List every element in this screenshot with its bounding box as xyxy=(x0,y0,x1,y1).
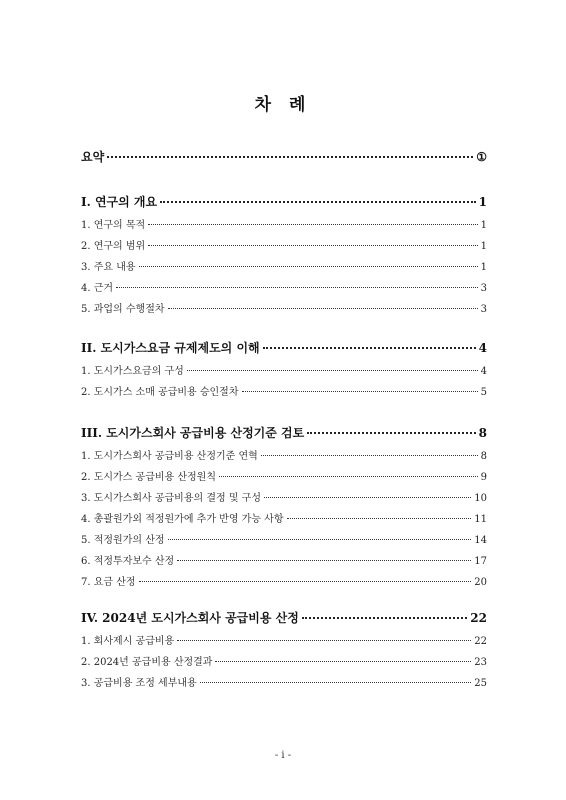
toc-item[interactable] xyxy=(81,383,487,398)
toc-item[interactable] xyxy=(81,362,487,377)
toc-section-label: II. 도시가스요금 규제제도의 이해 xyxy=(81,341,260,355)
toc-item-label: 5. 과업의 수행절차 xyxy=(81,304,165,315)
toc-item[interactable] xyxy=(81,468,487,483)
dot-leader xyxy=(263,347,476,349)
toc-entry-summary[interactable] xyxy=(81,148,487,165)
dot-leader xyxy=(139,581,472,582)
toc-item-page: 4 xyxy=(480,366,487,377)
dot-leader xyxy=(287,518,472,519)
toc-item-page: 1 xyxy=(480,262,487,273)
toc-item[interactable] xyxy=(81,653,487,668)
toc-item-label: 3. 주요 내용 xyxy=(81,262,136,273)
toc-section-4[interactable] xyxy=(81,609,487,626)
page-number: - i - xyxy=(274,750,292,761)
dot-leader xyxy=(187,370,478,371)
toc-item[interactable] xyxy=(81,300,487,315)
toc-item[interactable] xyxy=(81,552,487,567)
toc-item-label: 1. 도시가스회사 공급비용 산정기준 연혁 xyxy=(81,451,258,462)
toc-item-label: 2. 2024년 공급비용 산정결과 xyxy=(81,657,213,668)
toc-item-page: 1 xyxy=(480,241,487,252)
toc-section-3[interactable] xyxy=(81,424,487,441)
dot-leader xyxy=(177,560,471,561)
toc-item-label: 1. 연구의 목적 xyxy=(81,220,146,231)
toc-item[interactable] xyxy=(81,510,487,525)
toc-item[interactable] xyxy=(81,632,487,647)
toc-section-label: III. 도시가스회사 공급비용 산정기준 검토 xyxy=(81,426,305,440)
toc-section-label: I. 연구의 개요 xyxy=(81,195,158,209)
toc-item-page: 20 xyxy=(474,577,487,588)
dot-leader xyxy=(177,640,471,641)
toc-item-label: 1. 회사제시 공급비용 xyxy=(81,636,175,647)
toc-item[interactable] xyxy=(81,489,487,504)
toc-item-label: 4. 총괄원가외 적정원가에 추가 반영 가능 사항 xyxy=(81,514,284,525)
dot-leader xyxy=(148,224,477,225)
toc-item-label: 2. 도시가스 공급비용 산정원칙 xyxy=(81,472,216,483)
toc-item[interactable] xyxy=(81,258,487,273)
toc-section-page: 4 xyxy=(478,341,487,355)
dot-leader xyxy=(215,661,471,662)
dot-leader xyxy=(168,539,472,540)
toc-item[interactable] xyxy=(81,674,487,689)
toc-entry-page: ① xyxy=(476,150,487,164)
toc-item-page: 14 xyxy=(474,535,487,546)
toc-section-1[interactable] xyxy=(81,193,487,210)
toc-item-page: 8 xyxy=(480,451,487,462)
dot-leader xyxy=(219,476,478,477)
toc-item[interactable] xyxy=(81,279,487,294)
toc-section-2[interactable] xyxy=(81,339,487,356)
toc-item-label: 4. 근거 xyxy=(81,283,114,294)
dot-leader xyxy=(302,617,467,619)
toc-item-page: 22 xyxy=(474,636,487,647)
toc-item-page: 5 xyxy=(480,387,487,398)
toc-section-page: 1 xyxy=(478,195,487,209)
toc-item[interactable] xyxy=(81,573,487,588)
dot-leader xyxy=(160,201,476,203)
dot-leader xyxy=(168,308,478,309)
toc-item-page: 11 xyxy=(474,514,487,525)
toc-item-label: 6. 적정투자보수 산정 xyxy=(81,556,175,567)
dot-leader xyxy=(148,245,477,246)
toc-entry-label: 요약 xyxy=(81,150,105,164)
dot-leader xyxy=(200,682,472,683)
dot-leader xyxy=(261,455,478,456)
toc-item-label: 2. 연구의 범위 xyxy=(81,241,146,252)
toc-item[interactable] xyxy=(81,237,487,252)
toc-item[interactable] xyxy=(81,216,487,231)
toc-title: 차 례 xyxy=(254,95,312,115)
toc-item-label: 2. 도시가스 소매 공급비용 승인절차 xyxy=(81,387,239,398)
toc-item-page: 10 xyxy=(474,493,487,504)
dot-leader xyxy=(242,391,478,392)
toc-item-page: 23 xyxy=(474,657,487,668)
toc-item[interactable] xyxy=(81,447,487,462)
toc-item-label: 1. 도시가스요금의 구성 xyxy=(81,366,184,377)
toc-section-page: 8 xyxy=(478,426,487,440)
toc-section-page: 22 xyxy=(470,611,487,625)
toc-item-page: 3 xyxy=(480,283,487,294)
toc-item-page: 3 xyxy=(480,304,487,315)
toc-item-page: 9 xyxy=(480,472,487,483)
toc-section-label: IV. 2024년 도시가스회사 공급비용 산정 xyxy=(81,611,299,625)
dot-leader xyxy=(264,497,471,498)
toc-item[interactable] xyxy=(81,531,487,546)
toc-item-page: 25 xyxy=(474,678,487,689)
toc-item-label: 7. 요금 산정 xyxy=(81,577,136,588)
dot-leader xyxy=(139,266,478,267)
toc-item-page: 1 xyxy=(480,220,487,231)
toc-item-page: 17 xyxy=(474,556,487,567)
dot-leader xyxy=(307,432,475,434)
dot-leader xyxy=(107,156,473,158)
toc-item-label: 3. 공급비용 조정 세부내용 xyxy=(81,678,197,689)
dot-leader xyxy=(116,287,478,288)
toc-item-label: 5. 적정원가의 산정 xyxy=(81,535,165,546)
toc-item-label: 3. 도시가스회사 공급비용의 결정 및 구성 xyxy=(81,493,261,504)
